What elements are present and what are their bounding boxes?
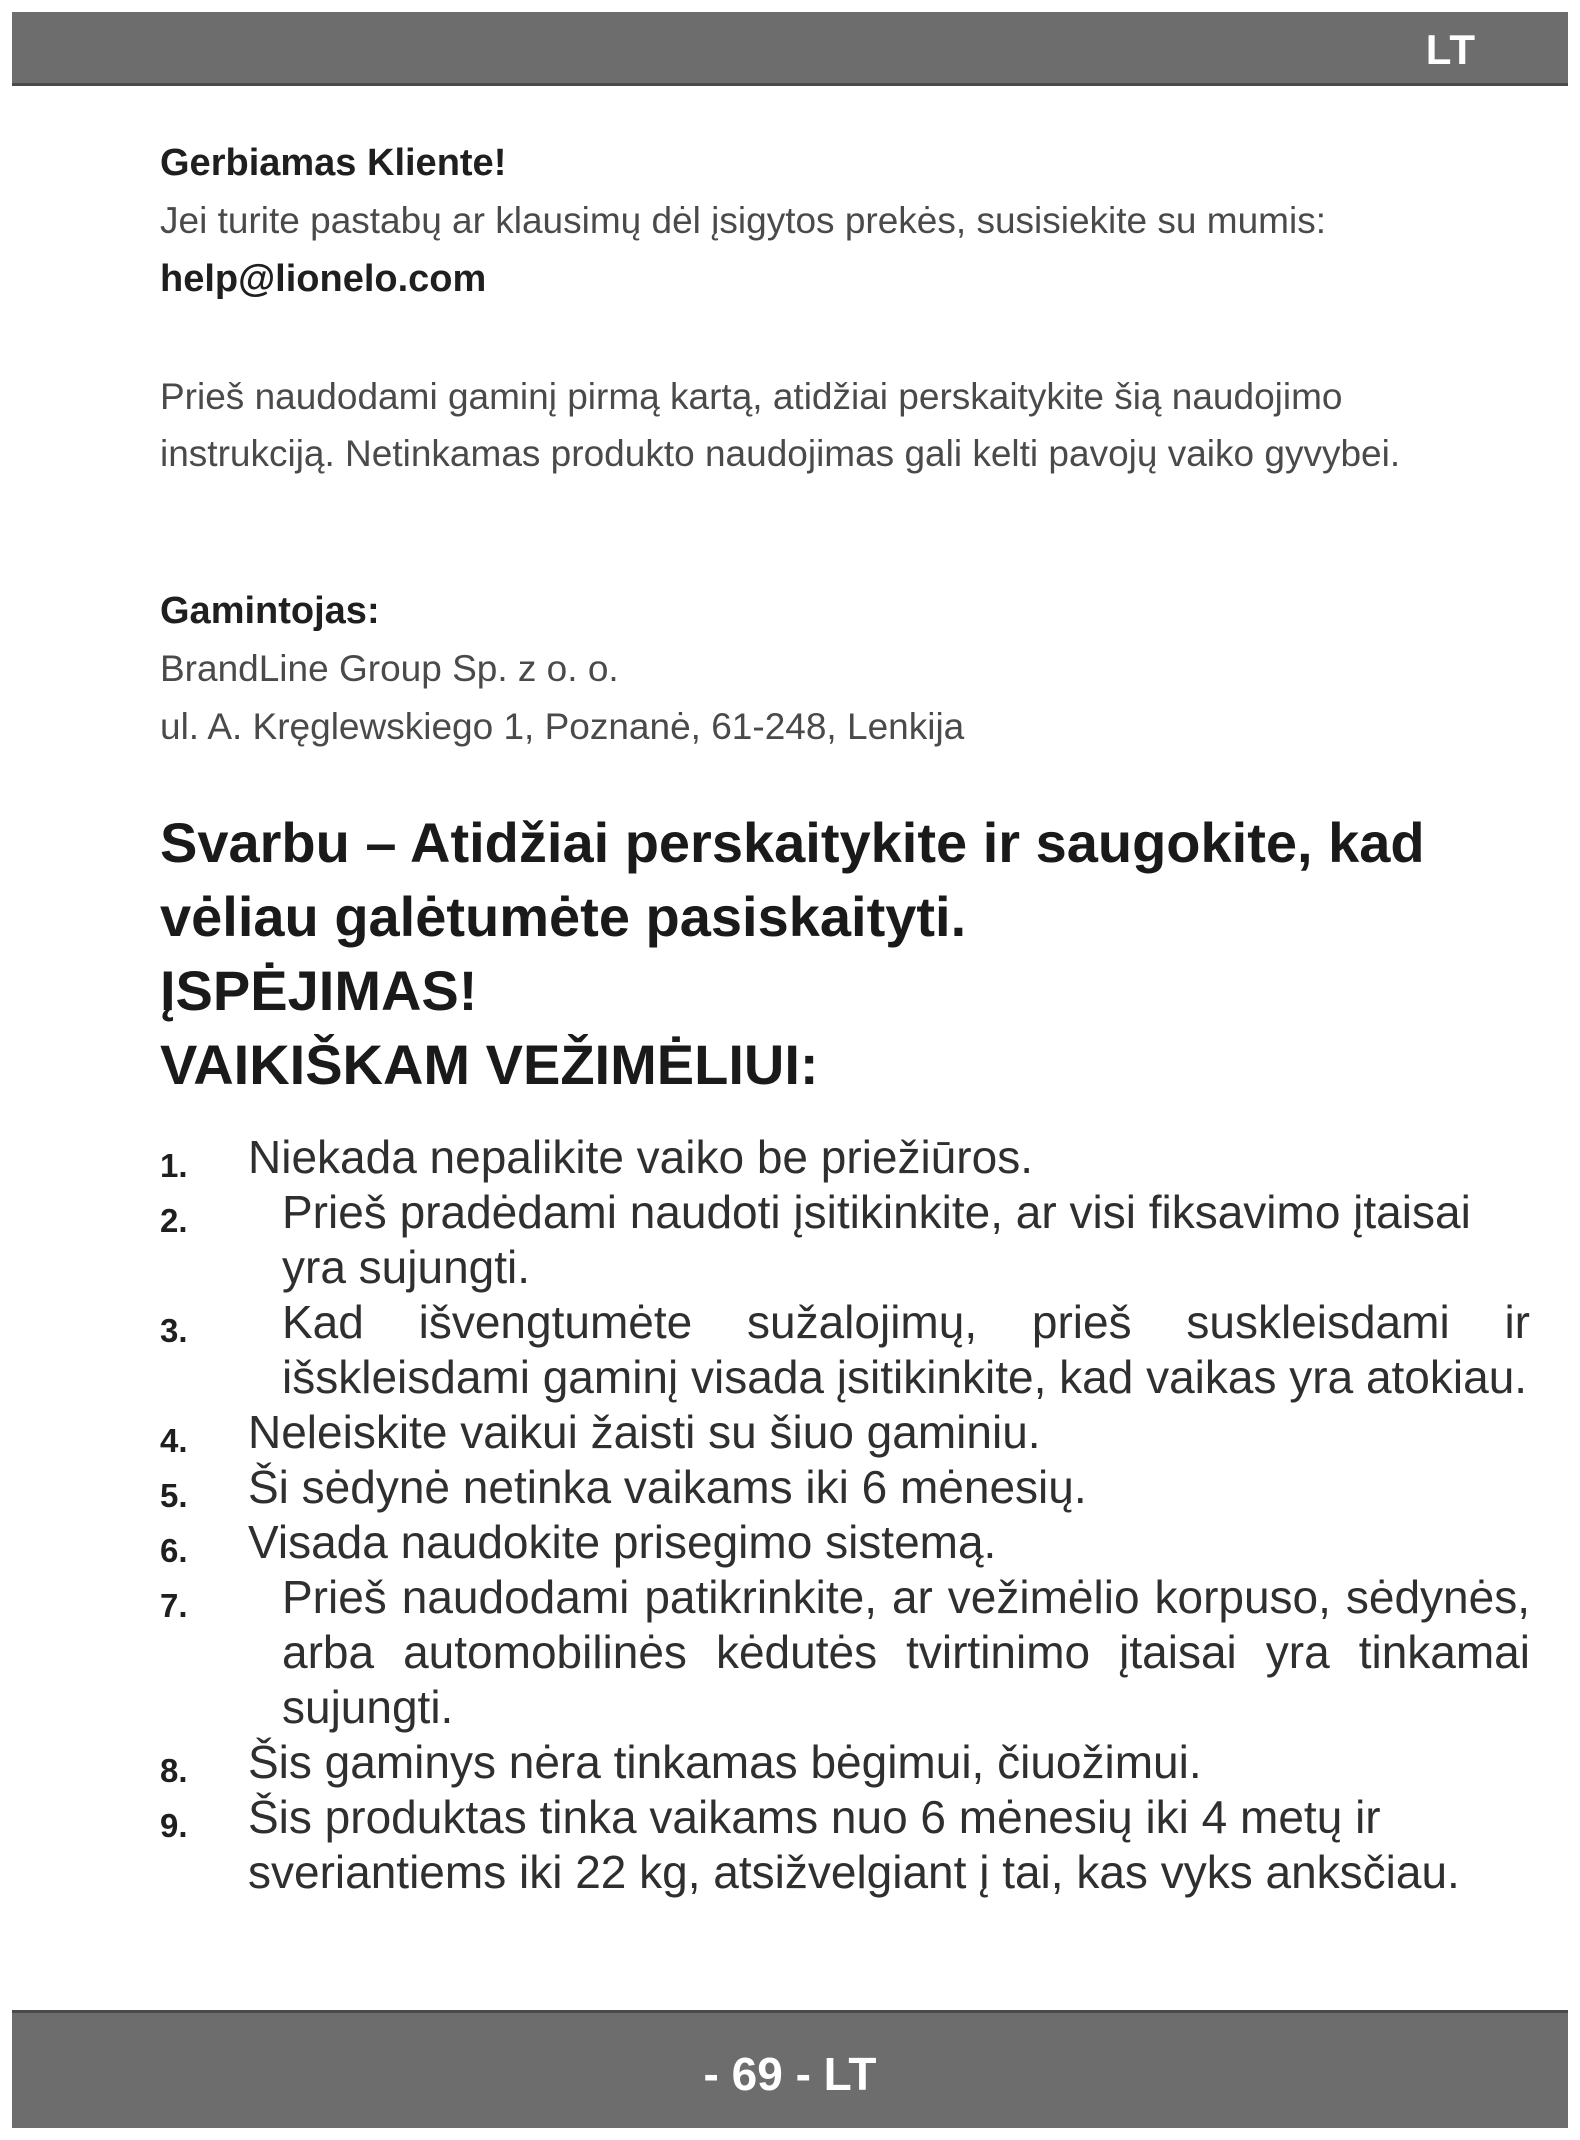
warning-list: [160, 1130, 1530, 1900]
warning-text: Visada naudokite prisegimo sistemą.: [248, 1516, 997, 1568]
headline-line-1: Svarbu – Atidžiai perskaitykite ir saugokite, kad: [160, 811, 1425, 874]
warning-item: [160, 1130, 1530, 1185]
page-number: - 69 - LT: [703, 2048, 877, 2100]
warning-number: 1.: [160, 1147, 188, 1184]
footer-bar: [12, 2010, 1568, 2128]
warning-item: [160, 1460, 1530, 1515]
headline-line-3: ĮSPĖJIMAS!: [160, 959, 478, 1022]
warning-text: Kad išvengtumėte sužalojimų, prieš suskleisdami ir išskleisdami gaminį visada įsitikinkite, kad vaikas yra atokiau.: [282, 1296, 1530, 1403]
manufacturer-address: ul. A. Kręglewskiego 1, Poznanė, 61-248, Lenkija: [160, 706, 965, 747]
warning-number: 5.: [160, 1477, 188, 1514]
manufacturer-name: BrandLine Group Sp. z o. o.: [160, 648, 619, 689]
headline-line-4: VAIKIŠKAM VEŽIMĖLIUI:: [160, 1033, 819, 1096]
warning-number: 6.: [160, 1532, 188, 1569]
intro-paragraph: Prieš naudodami gaminį pirmą kartą, atidžiai perskaitykite šią naudojimo instrukciją. Netinkamas produkto naudojimas gali kelti pavojų vaiko gyvybei.: [160, 376, 1401, 474]
manufacturer-title: Gamintojas:: [160, 590, 380, 632]
support-email: help@lionelo.com: [160, 258, 487, 300]
warning-item: [160, 1735, 1530, 1790]
warning-item: [160, 1405, 1530, 1460]
warning-number: 8.: [160, 1752, 188, 1789]
warning-text: Prieš pradėdami naudoti įsitikinkite, ar visi fiksavimo įtaisai yra sujungti.: [282, 1186, 1471, 1293]
warning-item: [160, 1790, 1530, 1900]
warning-text: Šis produktas tinka vaikams nuo 6 mėnesių iki 4 metų ir sveriantiems iki 22 kg, atsižvelgiant į tai, kas vyks anksčiau.: [248, 1791, 1460, 1898]
warning-item: [160, 1570, 1530, 1735]
language-label: LT: [1425, 26, 1476, 73]
warning-number: 2.: [160, 1202, 188, 1239]
greeting-text: Jei turite pastabų ar klausimų dėl įsigytos prekės, susisiekite su mumis:: [160, 200, 1326, 241]
warning-text: Prieš naudodami patikrinkite, ar vežimėlio korpuso, sėdynės, arba automobilinės kėdutės tvirtinimo įtaisai yra tinkamai sujungti.: [282, 1571, 1530, 1733]
greeting-title: Gerbiamas Kliente!: [160, 142, 507, 184]
warning-text: Šis gaminys nėra tinkamas bėgimui, čiuožimui.: [248, 1736, 1202, 1788]
warning-number: 9.: [160, 1807, 188, 1844]
warning-text: Neleiskite vaikui žaisti su šiuo gaminiu.: [248, 1406, 1041, 1458]
warning-item: [160, 1295, 1530, 1405]
warning-headline: [160, 806, 1520, 1102]
warning-text: Ši sėdynė netinka vaikams iki 6 mėnesių.: [248, 1461, 1087, 1513]
warning-item: [160, 1515, 1530, 1570]
warning-number: 7.: [160, 1587, 188, 1624]
warning-number: 4.: [160, 1422, 188, 1459]
warning-text: Niekada nepalikite vaiko be priežiūros.: [248, 1131, 1033, 1183]
warning-item: [160, 1185, 1530, 1295]
headline-line-2: vėliau galėtumėte pasiskaityti.: [160, 885, 967, 948]
warning-number: 3.: [160, 1312, 188, 1349]
header-bar: [12, 12, 1568, 86]
